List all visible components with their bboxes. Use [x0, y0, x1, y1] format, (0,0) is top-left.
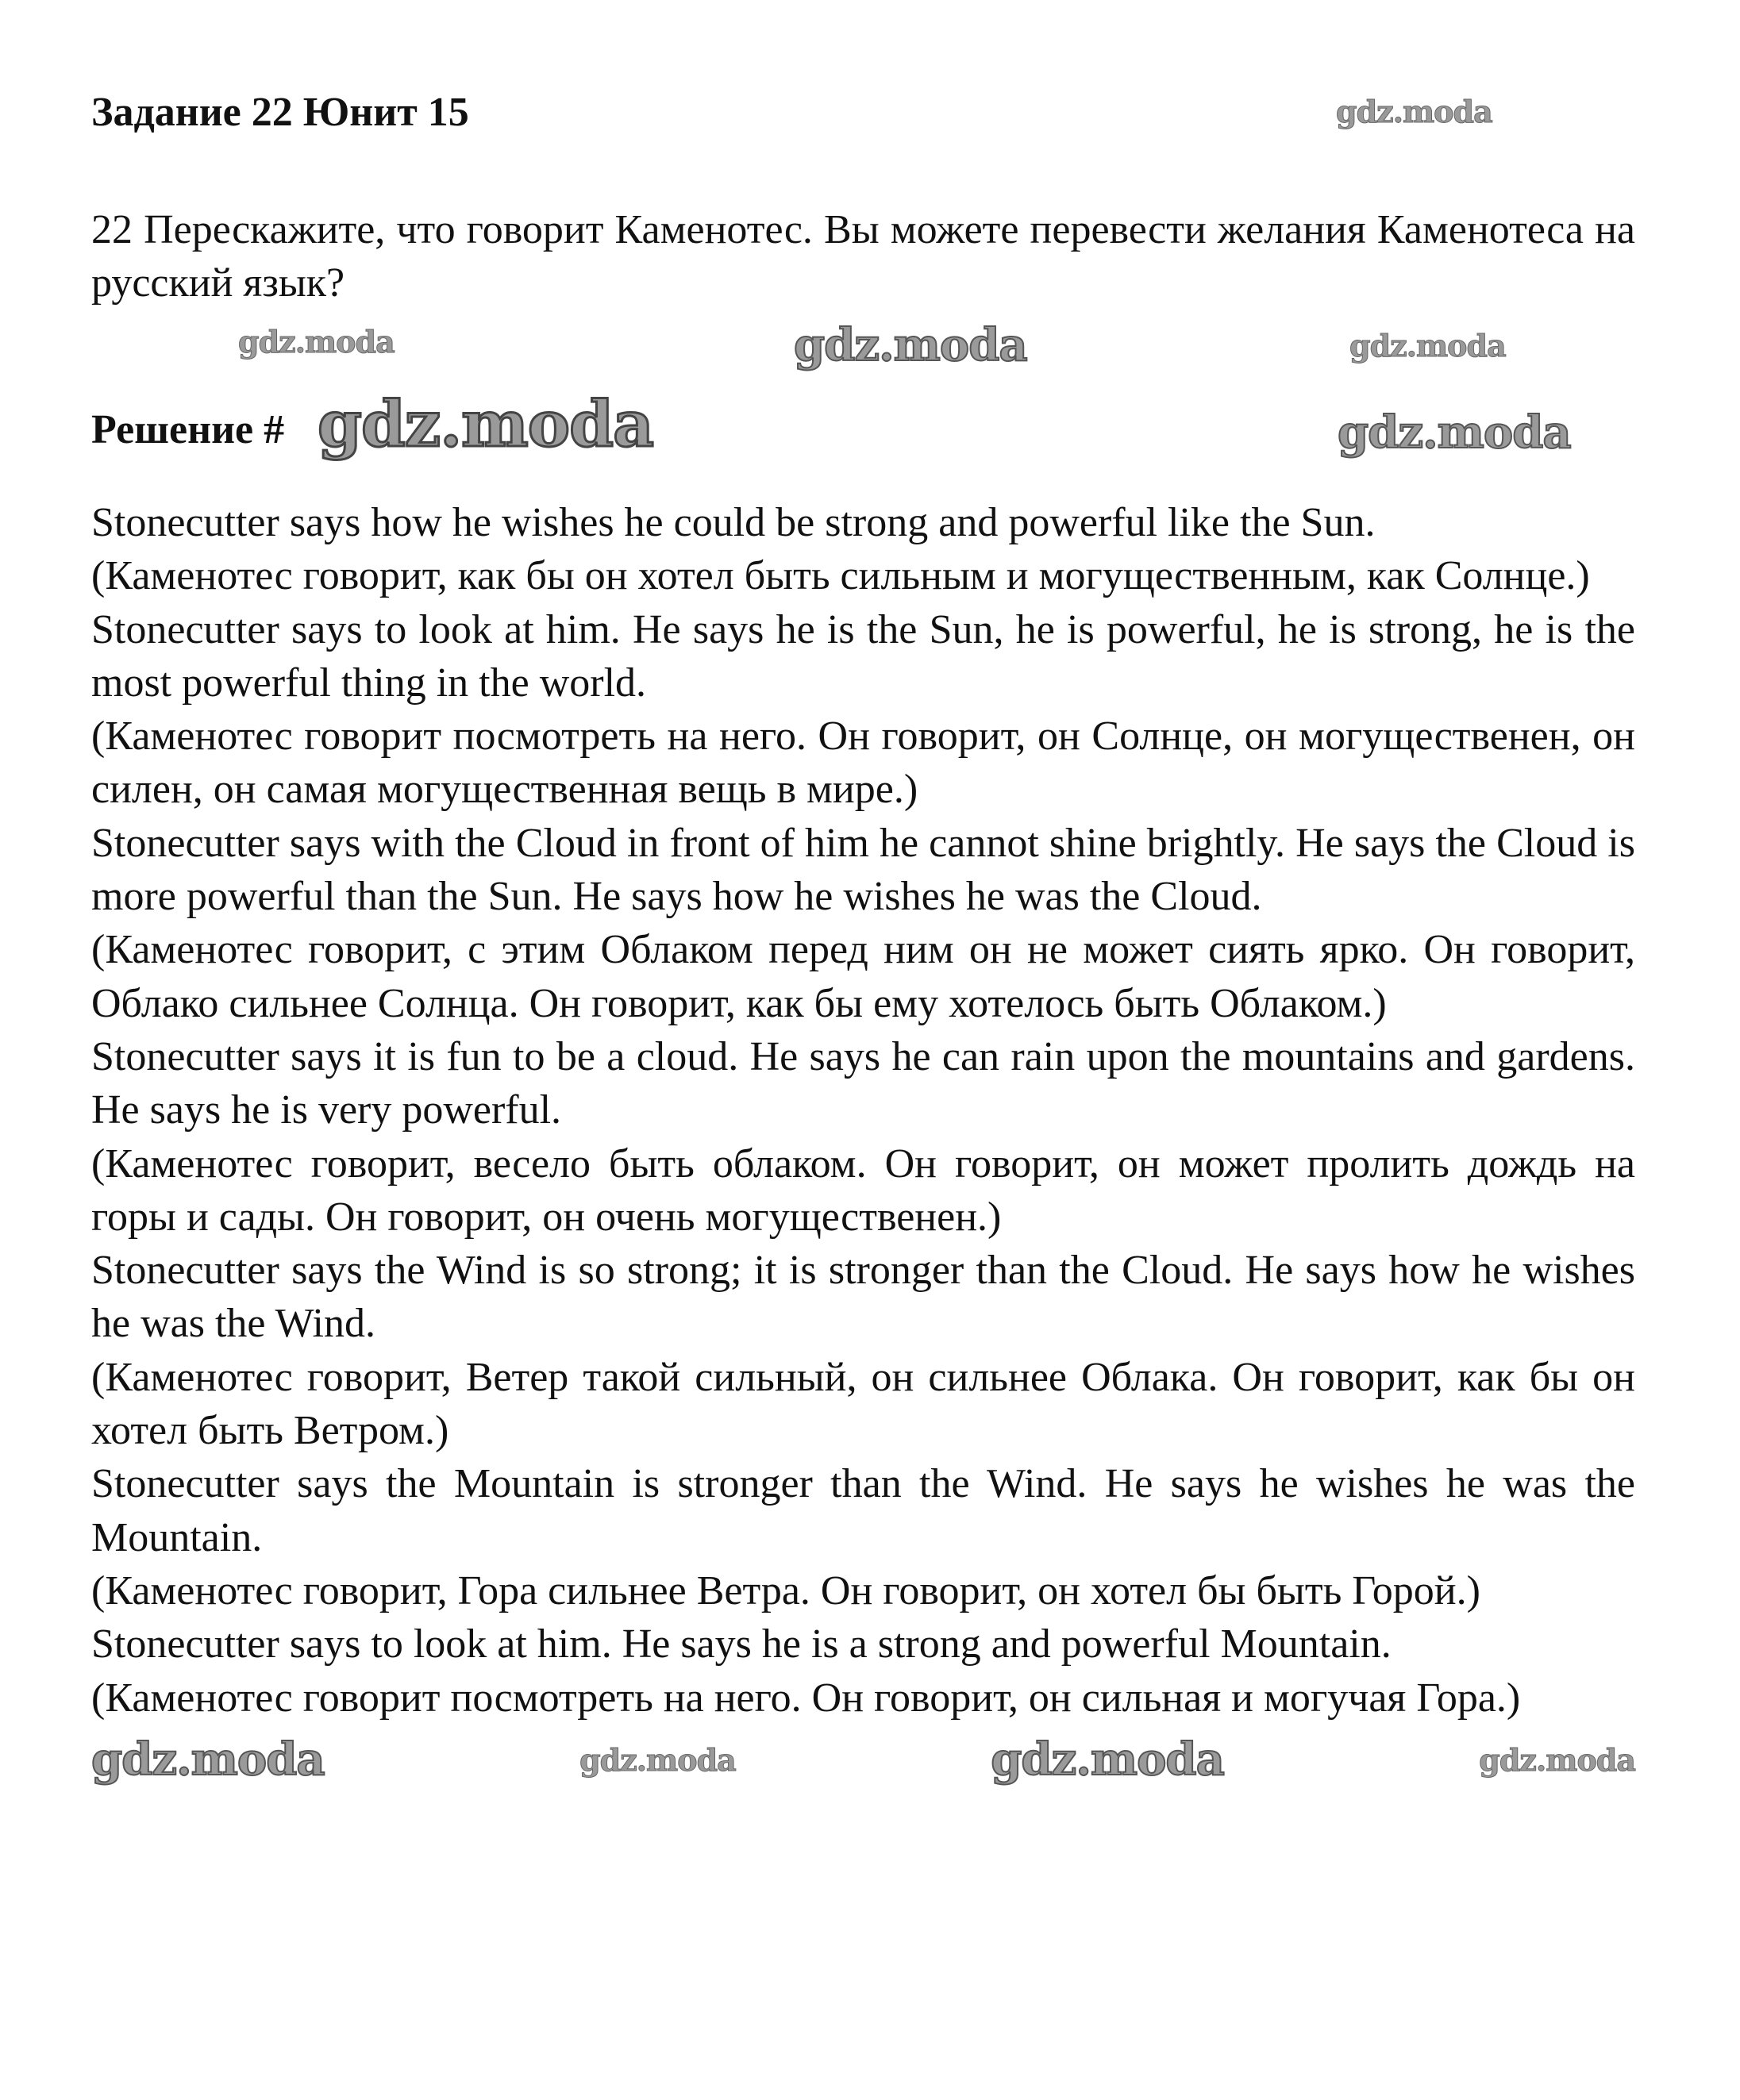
paragraph: Stonecutter says how he wishes he could be strong and powerful like the Sun. — [91, 500, 1376, 545]
paragraph: Stonecutter says the Mountain is stronger than the Wind. He says he wishes he was the Mountain. — [91, 1461, 1635, 1560]
watermark: gdz.moda — [1349, 328, 1506, 363]
watermark-row — [91, 1733, 1635, 1786]
watermark: gdz.moda — [794, 319, 1027, 371]
watermark: gdz.moda — [579, 1741, 736, 1778]
paragraph: Stonecutter says with the Cloud in front of him he cannot shine brightly. He says the Cloud is more powerful than the Sun. He says how he wishes he was the Cloud. — [91, 820, 1635, 920]
paragraph: (Каменотес говорит посмотреть на него. Он говорит, он Солнце, он могущественен, он силен, он самая могущественная вещь в мире.) — [91, 713, 1635, 813]
paragraph: Stonecutter says the Wind is so strong; it is stronger than the Cloud. He says how he wishes he was the Wind. — [91, 1248, 1635, 1347]
paragraph: Stonecutter says it is fun to be a cloud. He says he can rain upon the mountains and gardens. He says he is very powerful. — [91, 1033, 1635, 1133]
page-title: Задание 22 Юнит 15 — [91, 90, 469, 135]
watermark: gdz.moda — [1479, 1741, 1635, 1778]
watermark: gdz.moda — [318, 387, 653, 461]
solution-label: Решение # — [91, 407, 285, 452]
watermark: gdz.moda — [238, 324, 395, 360]
paragraph: (Каменотес говорит, Ветер такой сильный, он сильнее Облака. Он говорит, как бы он хотел быть Ветром.) — [91, 1354, 1635, 1454]
paragraph: (Каменотес говорит, Гора сильнее Ветра. Он говорит, он хотел бы быть Горой.) — [91, 1567, 1480, 1613]
paragraph: Stonecutter says to look at him. He says he is the Sun, he is powerful, he is strong, he is the most powerful thing in the world. — [91, 606, 1635, 706]
watermark: gdz.moda — [1338, 406, 1571, 459]
solution-body — [91, 496, 1635, 1784]
watermark: gdz.moda — [991, 1733, 1224, 1786]
paragraph: (Каменотес говорит, как бы он хотел быть сильным и могущественным, как Солнце.) — [91, 553, 1590, 599]
watermark: gdz.moda — [91, 1733, 325, 1786]
paragraph: (Каменотес говорит, весело быть облаком. Он говорит, он может пролить дождь на горы и сады. Он говорит, он очень могущественен.) — [91, 1140, 1635, 1240]
paragraph: Stonecutter says to look at him. He says he is a strong and powerful Mountain. — [91, 1621, 1392, 1667]
paragraph: (Каменотес говорит, с этим Облаком перед ним он не может сиять ярко. Он говорит, Облако сильнее Солнца. Он говорит, как бы ему хотелось быть Облаком.) — [91, 927, 1635, 1026]
paragraph: (Каменотес говорит посмотреть на него. Он говорит, он сильная и могучая Гора.) — [91, 1675, 1521, 1721]
watermark: gdz.moda — [1336, 94, 1492, 129]
task-text: 22 Перескажите, что говорит Каменотес. Вы можете перевести желания Каменотеса на русский язык? — [91, 207, 1635, 306]
